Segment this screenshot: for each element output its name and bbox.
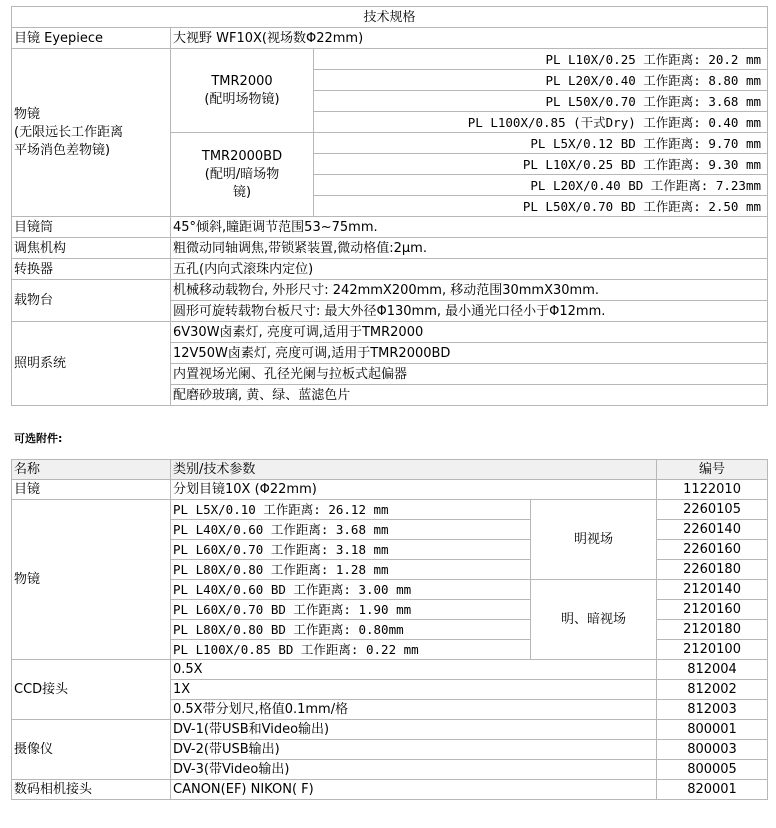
accessory-code: 812003 bbox=[657, 700, 768, 720]
objective-spec: PL L20X/0.40 BD 工作距离: 7.23mm bbox=[314, 175, 768, 196]
spec-table bbox=[11, 6, 768, 406]
accessory-name: 目镜 bbox=[12, 480, 171, 500]
optional-accessories-heading: 可选附件: bbox=[14, 432, 63, 445]
objective-model-1: TMR2000 (配明场物镜) bbox=[171, 49, 314, 133]
objective-spec: PL L10X/0.25 工作距离: 20.2 mm bbox=[314, 49, 768, 70]
accessory-desc: PL L100X/0.85 BD 工作距离: 0.22 mm bbox=[171, 640, 531, 660]
header-code: 编号 bbox=[657, 460, 768, 480]
eyepiece-value: 大视野 WF10X(视场数Φ22mm) bbox=[171, 28, 768, 49]
nosepiece-value: 五孔(内向式滚珠内定位) bbox=[171, 259, 768, 280]
accessory-desc: 0.5X bbox=[171, 660, 657, 680]
eyepiece-label: 目镜 Eyepiece bbox=[12, 28, 171, 49]
header-category: 类别/技术参数 bbox=[171, 460, 657, 480]
accessory-code: 800001 bbox=[657, 720, 768, 740]
accessory-code: 2120100 bbox=[657, 640, 768, 660]
stage-label: 载物台 bbox=[12, 280, 171, 322]
stage-value: 圆形可旋转载物台板尺寸: 最大外径Φ130mm, 最小通光口径小于Φ12mm. bbox=[171, 301, 768, 322]
accessory-name: 摄像仪 bbox=[12, 720, 171, 780]
tube-label: 目镜筒 bbox=[12, 217, 171, 238]
accessory-code: 812002 bbox=[657, 680, 768, 700]
field-type: 明、暗视场 bbox=[531, 580, 657, 660]
accessory-desc: PL L60X/0.70 工作距离: 3.18 mm bbox=[171, 540, 531, 560]
accessory-desc: CANON(EF) NIKON( F) bbox=[171, 780, 657, 800]
stage-value: 机械移动载物台, 外形尺寸: 242mmX200mm, 移动范围30mmX30mm. bbox=[171, 280, 768, 301]
focus-value: 粗微动同轴调焦,带锁紧装置,微动格值:2μm. bbox=[171, 238, 768, 259]
accessory-code: 812004 bbox=[657, 660, 768, 680]
accessory-desc: PL L60X/0.70 BD 工作距离: 1.90 mm bbox=[171, 600, 531, 620]
focus-label: 调焦机构 bbox=[12, 238, 171, 259]
accessory-code: 1122010 bbox=[657, 480, 768, 500]
spec-title: 技术规格 bbox=[12, 7, 768, 28]
accessory-code: 800005 bbox=[657, 760, 768, 780]
accessory-desc: PL L40X/0.60 工作距离: 3.68 mm bbox=[171, 520, 531, 540]
objective-spec: PL L5X/0.12 BD 工作距离: 9.70 mm bbox=[314, 133, 768, 154]
illumination-value: 内置视场光阑、孔径光阑与拉板式起偏器 bbox=[171, 364, 768, 385]
accessory-desc: 分划目镜10X (Φ22mm) bbox=[171, 480, 657, 500]
field-type: 明视场 bbox=[531, 500, 657, 580]
accessory-desc: PL L5X/0.10 工作距离: 26.12 mm bbox=[171, 500, 531, 520]
illumination-value: 12V50W卤素灯, 亮度可调,适用于TMR2000BD bbox=[171, 343, 768, 364]
nosepiece-label: 转换器 bbox=[12, 259, 171, 280]
objective-model-2: TMR2000BD (配明/暗场物 镜) bbox=[171, 133, 314, 217]
accessory-code: 2260105 bbox=[657, 500, 768, 520]
accessory-desc: DV-1(带USB和Video输出) bbox=[171, 720, 657, 740]
accessory-code: 2120140 bbox=[657, 580, 768, 600]
accessory-code: 820001 bbox=[657, 780, 768, 800]
objective-spec: PL L100X/0.85 (干式Dry) 工作距离: 0.40 mm bbox=[314, 112, 768, 133]
accessory-code: 2260180 bbox=[657, 560, 768, 580]
accessory-desc: 1X bbox=[171, 680, 657, 700]
accessory-code: 800003 bbox=[657, 740, 768, 760]
accessory-code: 2260140 bbox=[657, 520, 768, 540]
accessory-name: CCD接头 bbox=[12, 660, 171, 720]
illumination-value: 配磨砂玻璃, 黄、绿、蓝滤色片 bbox=[171, 385, 768, 406]
header-name: 名称 bbox=[12, 460, 171, 480]
objective-spec: PL L20X/0.40 工作距离: 8.80 mm bbox=[314, 70, 768, 91]
accessory-name: 数码相机接头 bbox=[12, 780, 171, 800]
accessory-code: 2120160 bbox=[657, 600, 768, 620]
accessory-code: 2260160 bbox=[657, 540, 768, 560]
tube-value: 45°倾斜,瞳距调节范围53~75mm. bbox=[171, 217, 768, 238]
accessory-desc: 0.5X带分划尺,格值0.1mm/格 bbox=[171, 700, 657, 720]
accessory-desc: DV-3(带Video输出) bbox=[171, 760, 657, 780]
objective-label: 物镜 (无限远长工作距离 平场消色差物镜) bbox=[12, 49, 171, 217]
objective-spec: PL L50X/0.70 BD 工作距离: 2.50 mm bbox=[314, 196, 768, 217]
accessory-desc: PL L80X/0.80 工作距离: 1.28 mm bbox=[171, 560, 531, 580]
accessories-table bbox=[11, 459, 768, 800]
illumination-label: 照明系统 bbox=[12, 322, 171, 406]
accessory-desc: PL L80X/0.80 BD 工作距离: 0.80mm bbox=[171, 620, 531, 640]
accessory-name: 物镜 bbox=[12, 500, 171, 660]
accessory-code: 2120180 bbox=[657, 620, 768, 640]
objective-spec: PL L10X/0.25 BD 工作距离: 9.30 mm bbox=[314, 154, 768, 175]
accessory-desc: PL L40X/0.60 BD 工作距离: 3.00 mm bbox=[171, 580, 531, 600]
illumination-value: 6V30W卤素灯, 亮度可调,适用于TMR2000 bbox=[171, 322, 768, 343]
objective-spec: PL L50X/0.70 工作距离: 3.68 mm bbox=[314, 91, 768, 112]
accessory-desc: DV-2(带USB输出) bbox=[171, 740, 657, 760]
